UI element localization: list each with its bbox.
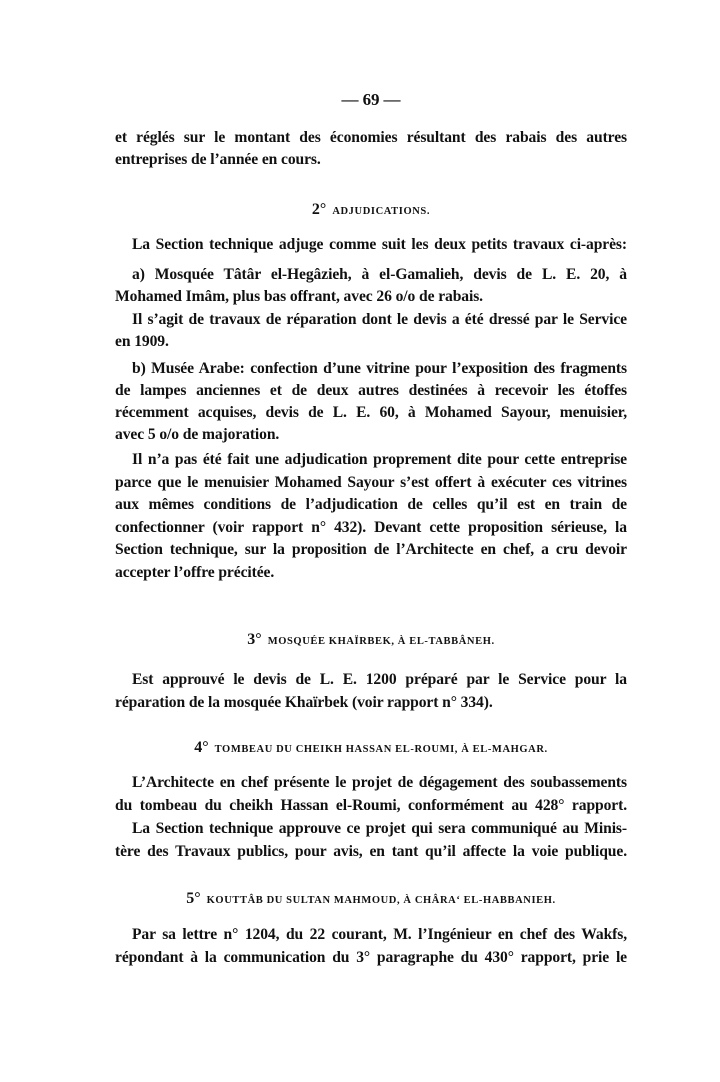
text-line: et réglés sur le montant des économies résultant des rabais des autres [115, 129, 627, 146]
text-line: a) Mosquée Tâtâr el-Hegâzieh, à el-Gamalieh, devis de L. E. 20, à [132, 266, 627, 283]
text-line: Il n’a pas été fait une adjudication proprement dite pour cette entreprise [132, 451, 627, 468]
text-line: Mohamed Imâm, plus bas offrant, avec 26 o/o de rabais. [115, 288, 483, 305]
text-line: entreprises de l’année en cours. [115, 151, 321, 168]
text-line: réparation de la mosquée Khaïrbek (voir rapport n° 334). [115, 694, 493, 711]
heading-number: 4° [194, 739, 209, 756]
text-line: répondant à la communication du 3° paragraphe du 430° rapport, prie le [115, 949, 627, 966]
heading-title: ADJUDICATIONS. [332, 206, 431, 217]
page-number: — 69 — [341, 90, 401, 109]
text-line: en 1909. [115, 333, 169, 350]
text-line: L’Architecte en chef présente le projet de dégagement des soubassements [132, 774, 627, 791]
text-line: La Section technique adjuge comme suit les deux petits travaux ci-après: [132, 236, 627, 253]
text-line: Par sa lettre n° 1204, du 22 courant, M. l’Ingénieur en chef des Wakfs, [132, 926, 627, 943]
section-heading-5 [115, 889, 627, 911]
text-line: aux mêmes conditions de l’adjudication de celles qu’il est en train de [115, 496, 627, 513]
text-line: Section technique, sur la proposition de l’Architecte en chef, a cru devoir [115, 541, 627, 558]
section-heading-3 [115, 630, 627, 652]
text-line: confectionner (voir rapport n° 432). Devant cette proposition sérieuse, la [115, 519, 627, 536]
text-line: tère des Travaux publics, pour avis, en tant qu’il affecte la voie publique. [115, 843, 627, 860]
heading-title: MOSQUÉE KHAÏRBEK, À EL-TABBÂNEH. [267, 636, 495, 647]
text-line: avec 5 o/o de majoration. [115, 426, 280, 443]
heading-number: 3° [247, 631, 262, 648]
section-heading-4 [115, 738, 627, 760]
text-line: de lampes anciennes et de deux autres destinées à recevoir les étoffes [115, 382, 627, 399]
heading-title: KOUTTÂB DU SULTAN MAHMOUD, À CHÂRA‘ EL-HABBANIEH. [206, 895, 556, 906]
text-line: Il s’agit de travaux de réparation dont le devis a été dressé par le Service [132, 311, 627, 328]
text-line: du tombeau du cheikh Hassan el-Roumi, conformément au 428° rapport. [115, 797, 627, 814]
heading-number: 5° [186, 890, 201, 907]
text-line: Est approuvé le devis de L. E. 1200 préparé par le Service pour la [132, 671, 627, 688]
text-line: accepter l’offre précitée. [115, 564, 275, 581]
text-line: La Section technique approuve ce projet qui sera communiqué au Minis- [132, 820, 627, 837]
text-line: récemment acquises, devis de L. E. 60, à Mohamed Sayour, menuisier, [115, 404, 627, 421]
text-line: parce que le menuisier Mohamed Sayour s’est offert à exécuter ces vitrines [115, 474, 627, 491]
heading-number: 2° [311, 201, 327, 218]
section-heading-2 [115, 200, 627, 222]
text-line: b) Musée Arabe: confection d’une vitrine pour l’exposition des fragments [132, 360, 627, 377]
heading-title: TOMBEAU DU CHEIKH HASSAN EL-ROUMI, À EL-MAHGAR. [214, 744, 548, 755]
